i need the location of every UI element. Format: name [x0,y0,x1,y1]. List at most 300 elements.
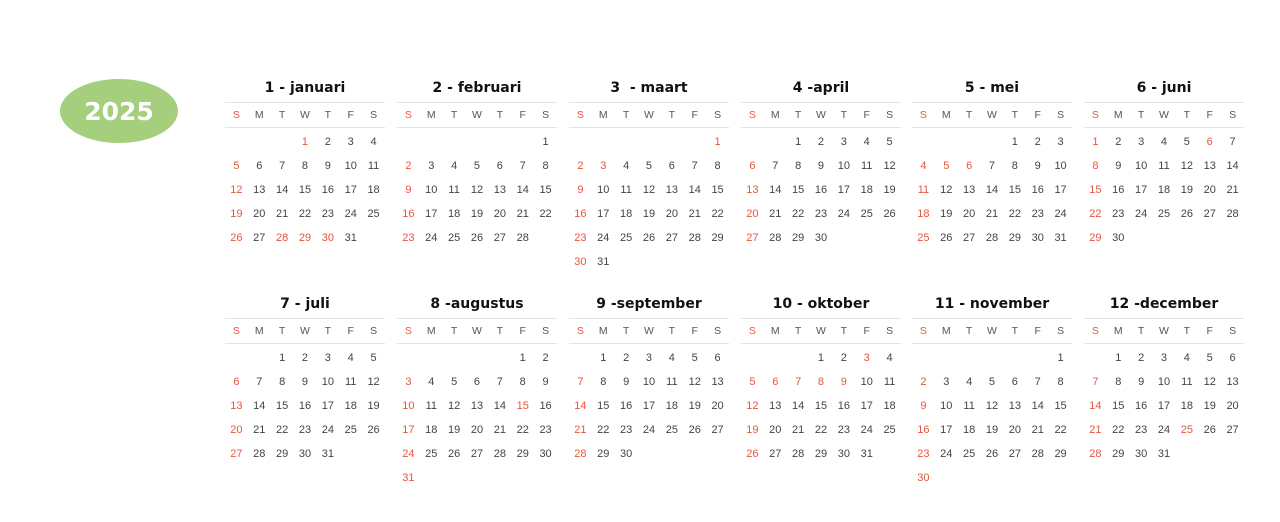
weekday-label: W [816,325,826,337]
day-cell: 21 [688,208,701,220]
day-cell: 24 [837,208,850,220]
day-cell: 2 [920,376,927,388]
day-cell: 23 [1112,208,1125,220]
empty-day-cell [764,130,787,154]
weekday-label: F [691,325,698,337]
day-cell: 18 [860,184,873,196]
weekday-label: T [794,325,802,337]
day-grid [912,346,1072,490]
day-cell: 5 [473,160,481,172]
day-cell: 3 [405,376,412,388]
day-cell: 21 [516,208,529,220]
day-cell: 22 [276,424,289,436]
day-cell: 27 [493,232,506,244]
day-cell: 30 [917,472,930,484]
month-title: 12 -december [1109,296,1219,312]
empty-day-cell [912,346,935,370]
weekday-label: M [598,109,608,121]
day-cell: 30 [539,448,552,460]
day-cell: 4 [668,352,675,364]
weekday-label: W [1159,109,1169,121]
day-cell: 11 [666,376,678,388]
day-cell: 17 [1135,184,1148,196]
day-cell: 9 [840,376,847,388]
day-cell: 10 [860,376,873,388]
day-cell: 31 [402,472,415,484]
day-cell: 7 [256,376,263,388]
day-grid [397,346,557,490]
day-cell: 3 [1057,136,1064,148]
day-cell: 3 [863,352,870,364]
day-cell: 27 [1226,424,1239,436]
day-cell: 23 [837,424,850,436]
day-cell: 29 [1112,448,1125,460]
day-cell: 22 [1112,424,1125,436]
day-cell: 5 [691,352,698,364]
day-cell: 25 [1180,424,1193,436]
day-cell: 7 [577,376,584,388]
weekday-label: W [1159,325,1169,337]
day-cell: 11 [425,400,437,412]
day-cell: 8 [279,376,286,388]
day-cell: 22 [539,208,552,220]
day-cell: 3 [347,136,354,148]
day-cell: 4 [886,352,893,364]
day-cell: 23 [539,424,552,436]
day-cell: 6 [714,352,721,364]
empty-day-cell [958,130,981,154]
weekday-label: M [254,325,264,337]
month-title: 10 - oktober [772,296,870,312]
month-block [397,77,557,250]
empty-day-cell [1084,346,1107,370]
day-cell: 5 [451,376,458,388]
day-cell: 22 [597,424,610,436]
day-cell: 8 [542,160,549,172]
day-cell: 27 [230,448,243,460]
empty-day-cell [660,130,683,154]
day-cell: 16 [620,400,633,412]
weekday-label: S [886,109,894,121]
day-cell: 2 [1115,136,1122,148]
weekday-label: T [1137,325,1145,337]
day-cell: 17 [837,184,850,196]
empty-day-cell [787,346,810,370]
day-grid [225,346,385,466]
day-cell: 17 [402,424,415,436]
day-cell: 4 [920,160,927,172]
day-cell: 15 [1008,184,1021,196]
year-badge: 2025 [60,79,178,143]
day-cell: 20 [963,208,976,220]
day-cell: 4 [347,352,354,364]
day-grid [912,130,1072,250]
day-cell: 9 [817,160,825,172]
day-cell: 20 [1008,424,1021,436]
month-block [397,293,557,490]
day-cell: 26 [688,424,701,436]
empty-day-cell [466,130,489,154]
day-cell: 24 [1135,208,1148,220]
weekday-label: S [576,325,584,337]
day-cell: 30 [574,256,587,268]
day-cell: 25 [963,448,976,460]
day-cell: 25 [367,208,380,220]
day-cell: 13 [470,400,484,412]
day-cell: 9 [1138,376,1145,388]
weekday-label: M [770,325,780,337]
day-cell: 27 [711,424,724,436]
day-cell: 16 [1112,184,1125,196]
day-cell: 31 [597,256,610,268]
day-cell: 9 [920,400,927,412]
day-cell: 8 [795,160,802,172]
weekday-label: T [1137,109,1145,121]
weekday-label: T [622,325,630,337]
weekday-label: W [987,325,997,337]
day-cell: 6 [668,160,675,172]
day-cell: 28 [769,232,782,244]
weekday-header [225,102,385,128]
empty-day-cell [912,130,935,154]
day-cell: 14 [985,184,999,196]
weekday-label: S [1229,325,1237,337]
day-cell: 15 [711,184,724,196]
day-grid [569,346,729,466]
day-cell: 14 [769,184,782,196]
day-cell: 19 [746,424,759,436]
weekday-label: T [668,109,676,121]
day-cell: 11 [883,376,896,388]
day-cell: 3 [645,352,653,364]
empty-day-cell [981,130,1004,154]
weekday-header [912,318,1072,344]
day-cell: 13 [1226,376,1239,388]
day-cell: 19 [642,208,656,220]
day-cell: 31 [344,232,357,244]
day-cell: 30 [298,448,312,460]
weekday-label: T [965,325,973,337]
month-title: 9 -september [596,296,702,312]
day-cell: 24 [1054,208,1067,220]
weekday-label: T [668,325,676,337]
day-grid [741,346,901,466]
weekday-label: F [1034,325,1041,337]
month-title: 7 - juli [280,296,330,312]
month-block [912,293,1072,490]
day-cell: 8 [1115,376,1122,388]
day-cell: 16 [1135,400,1148,412]
day-cell: 21 [276,208,289,220]
day-cell: 31 [321,448,334,460]
day-cell: 18 [883,400,896,412]
month-title: 4 -april [792,80,850,96]
day-cell: 12 [642,184,656,196]
weekday-label: S [1091,109,1099,121]
day-cell: 7 [772,160,779,172]
day-cell: 12 [746,400,759,412]
weekday-label: F [1206,109,1213,121]
weekday-label: T [496,109,504,121]
weekday-label: T [794,109,802,121]
weekday-label: W [644,325,654,337]
weekday-header [741,318,901,344]
weekday-label: T [965,109,973,121]
day-cell: 17 [597,208,610,220]
day-cell: 26 [230,232,243,244]
empty-day-cell [569,346,592,370]
empty-day-cell [741,346,764,370]
day-cell: 21 [769,208,782,220]
day-cell: 3 [1138,136,1145,148]
empty-day-cell [511,130,534,154]
day-cell: 14 [688,184,701,196]
day-cell: 24 [1157,424,1171,436]
day-cell: 14 [1089,400,1102,412]
day-cell: 9 [577,184,584,196]
day-cell: 19 [470,208,484,220]
day-cell: 31 [1157,448,1171,460]
empty-day-cell [248,346,271,370]
day-cell: 13 [1008,400,1021,412]
day-cell: 28 [516,232,529,244]
day-cell: 6 [772,376,779,388]
day-cell: 23 [917,448,930,460]
day-cell: 19 [448,424,461,436]
day-cell: 6 [1229,352,1236,364]
day-cell: 21 [574,424,587,436]
empty-day-cell [466,346,489,370]
day-cell: 21 [1031,424,1044,436]
day-cell: 27 [769,448,782,460]
day-cell: 22 [1054,424,1067,436]
weekday-label: F [1034,109,1041,121]
day-cell: 26 [1203,424,1216,436]
day-cell: 1 [519,352,526,364]
day-cell: 29 [597,448,610,460]
day-cell: 16 [837,400,850,412]
day-grid [397,130,557,250]
day-cell: 21 [792,424,805,436]
day-cell: 8 [519,376,526,388]
day-cell: 6 [1011,376,1018,388]
day-cell: 24 [402,448,415,460]
weekday-header [569,318,729,344]
day-cell: 2 [623,352,630,364]
day-cell: 1 [600,352,607,364]
day-cell: 24 [321,424,334,436]
day-cell: 11 [620,184,632,196]
day-cell: 28 [792,448,805,460]
day-cell: 22 [1008,208,1021,220]
weekday-label: T [496,325,504,337]
day-cell: 7 [795,376,802,388]
day-cell: 15 [1089,184,1102,196]
day-cell: 17 [344,184,357,196]
day-cell: 1 [795,136,802,148]
day-cell: 22 [298,208,312,220]
day-cell: 14 [493,400,506,412]
weekday-header [1084,318,1244,344]
day-cell: 12 [230,184,243,196]
month-title: 2 - februari [432,80,522,96]
day-cell: 20 [746,208,759,220]
day-cell: 2 [301,352,309,364]
day-cell: 16 [298,400,312,412]
day-cell: 17 [860,400,873,412]
day-cell: 19 [940,208,953,220]
day-cell: 23 [814,208,828,220]
weekday-label: T [278,109,286,121]
weekday-label: F [347,325,354,337]
day-cell: 29 [1089,232,1102,244]
day-cell: 10 [425,184,438,196]
day-cell: 17 [940,424,953,436]
day-cell: 12 [1203,376,1216,388]
day-cell: 18 [367,184,380,196]
day-cell: 25 [860,208,873,220]
day-cell: 28 [688,232,701,244]
day-cell: 3 [428,160,435,172]
empty-day-cell [592,130,615,154]
day-cell: 26 [985,448,999,460]
weekday-header [1084,102,1244,128]
day-cell: 30 [837,448,850,460]
day-cell: 22 [814,424,828,436]
day-cell: 8 [1011,160,1018,172]
day-cell: 28 [1226,208,1239,220]
month-title: 3 - maart [610,80,688,96]
day-cell: 18 [665,400,678,412]
day-cell: 13 [253,184,266,196]
day-cell: 29 [814,448,828,460]
month-title: 11 - november [934,296,1050,312]
day-cell: 5 [749,376,756,388]
day-cell: 17 [425,208,438,220]
weekday-label: W [816,109,826,121]
day-grid [1084,346,1244,466]
empty-day-cell [981,346,1004,370]
day-cell: 15 [792,184,805,196]
day-cell: 23 [574,232,587,244]
day-cell: 2 [840,352,847,364]
month-title: 6 - juni [1136,80,1192,96]
day-cell: 3 [1160,352,1168,364]
day-grid [225,130,385,250]
weekday-label: W [472,325,482,337]
weekday-label: T [324,325,332,337]
empty-day-cell [615,130,638,154]
day-cell: 27 [253,232,266,244]
day-cell: 19 [985,424,999,436]
day-cell: 11 [367,160,380,172]
day-cell: 10 [1157,376,1171,388]
empty-day-cell [1026,346,1049,370]
day-cell: 14 [1031,400,1044,412]
weekday-label: S [370,109,378,121]
day-cell: 12 [448,400,461,412]
day-cell: 10 [402,400,415,412]
day-cell: 27 [1008,448,1021,460]
empty-day-cell [443,346,466,370]
weekday-label: T [450,109,458,121]
empty-day-cell [443,130,466,154]
weekday-label: M [941,109,951,121]
day-cell: 24 [940,448,953,460]
day-cell: 18 [448,208,461,220]
day-cell: 12 [883,160,896,172]
day-cell: 15 [276,400,289,412]
month-block [1084,293,1244,466]
day-cell: 10 [940,400,953,412]
day-cell: 14 [792,400,805,412]
month-title: 1 - januari [264,80,346,96]
empty-day-cell [397,346,420,370]
day-cell: 18 [425,424,438,436]
day-cell: 21 [1226,184,1239,196]
weekday-label: T [450,325,458,337]
day-cell: 16 [402,208,415,220]
day-grid [1084,130,1244,250]
day-cell: 28 [574,448,587,460]
weekday-label: W [472,109,482,121]
weekday-label: S [1057,325,1065,337]
weekday-label: W [644,109,654,121]
weekday-label: S [748,109,756,121]
day-cell: 28 [985,232,999,244]
day-cell: 14 [516,184,529,196]
day-cell: 27 [746,232,759,244]
day-cell: 14 [1226,160,1239,172]
day-cell: 21 [985,208,999,220]
empty-day-cell [935,346,958,370]
weekday-label: T [1011,325,1019,337]
weekday-label: W [987,109,997,121]
day-cell: 5 [370,352,377,364]
day-cell: 7 [519,160,526,172]
day-cell: 18 [1180,400,1193,412]
weekday-label: S [1229,109,1237,121]
day-cell: 20 [1203,184,1216,196]
day-cell: 17 [321,400,334,412]
day-cell: 25 [425,448,438,460]
month-title: 5 - mei [964,80,1020,96]
day-cell: 15 [539,184,552,196]
weekday-label: S [748,325,756,337]
day-cell: 8 [1092,160,1099,172]
day-cell: 24 [642,424,656,436]
day-cell: 6 [233,376,240,388]
month-block [569,293,729,466]
day-cell: 30 [1031,232,1044,244]
day-cell: 8 [600,376,607,388]
month-block [912,77,1072,250]
day-cell: 14 [574,400,587,412]
weekday-label: T [1011,109,1019,121]
day-cell: 23 [1135,424,1148,436]
weekday-label: F [863,325,870,337]
weekday-label: F [347,109,354,121]
day-cell: 2 [1034,136,1041,148]
day-cell: 20 [493,208,506,220]
day-cell: 16 [917,424,930,436]
day-cell: 9 [405,184,412,196]
day-cell: 30 [321,232,334,244]
weekday-label: M [598,325,608,337]
day-cell: 28 [253,448,266,460]
day-cell: 9 [623,376,630,388]
day-cell: 20 [253,208,266,220]
